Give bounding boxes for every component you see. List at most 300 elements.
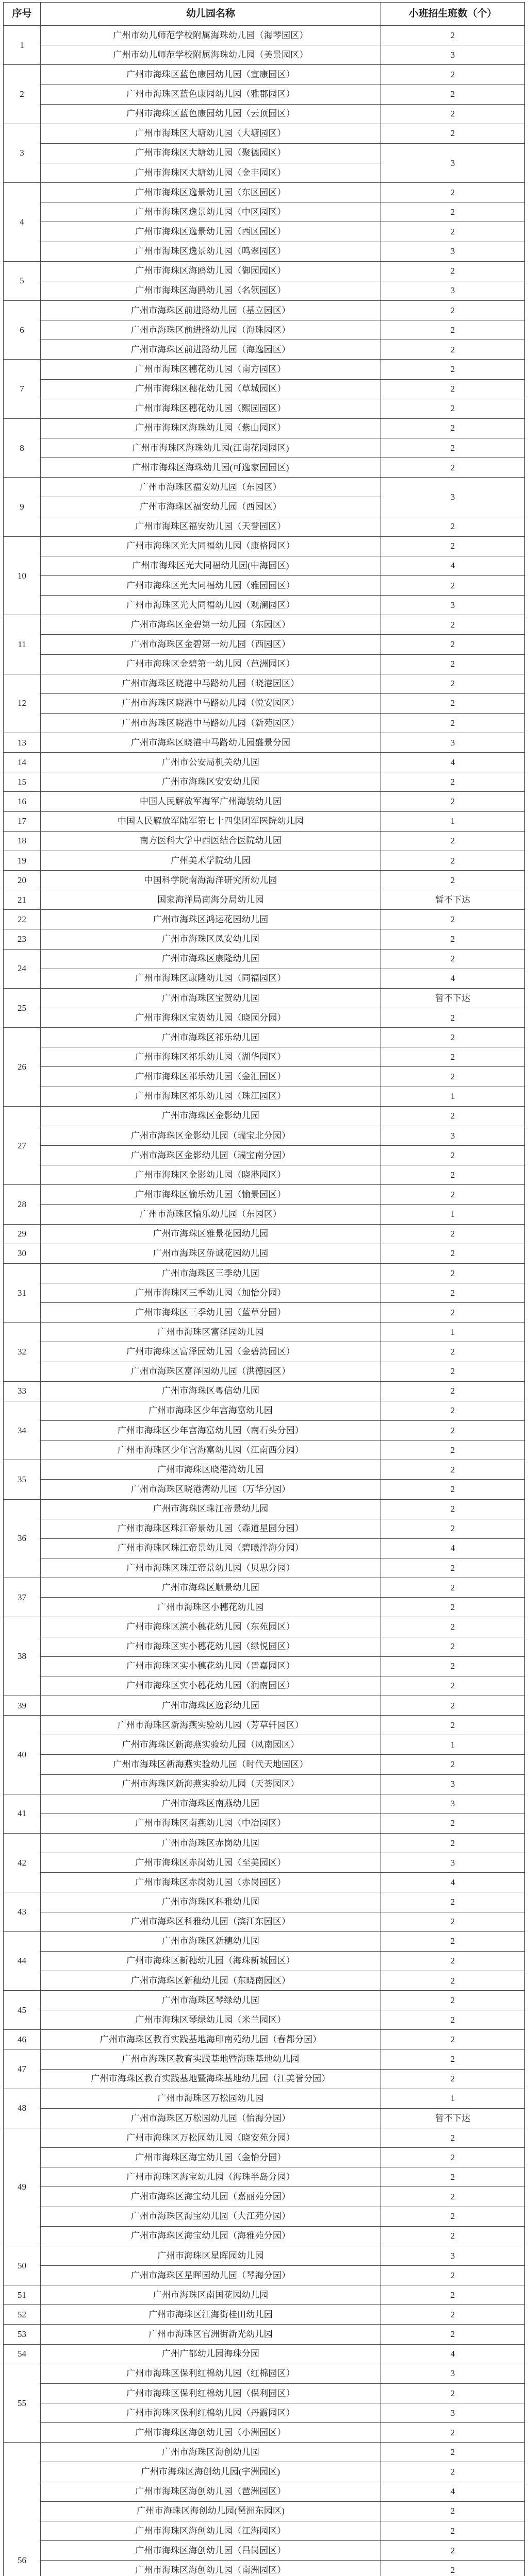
serial-number-cell: 32 xyxy=(4,1323,41,1381)
table-row xyxy=(4,929,525,949)
class-count-cell: 2 xyxy=(381,379,525,399)
kindergarten-name-cell: 广州市海珠区滨小穗花幼儿园（东苑园区） xyxy=(41,1617,381,1637)
class-count-cell: 2 xyxy=(381,2069,525,2089)
table-row xyxy=(4,2049,525,2069)
kindergarten-name-cell: 广州市海珠区逸彩幼儿园 xyxy=(41,1696,381,1715)
table-body xyxy=(4,26,525,2576)
kindergarten-name-cell: 广州市海珠区前进路幼儿园（海珠园区） xyxy=(41,320,381,340)
kindergarten-name-cell: 广州市海珠区光大同福幼儿园（雅园园区） xyxy=(41,575,381,595)
kindergarten-name-cell: 广州市海珠区少年宫海富幼儿园（南石头分园） xyxy=(41,1420,381,1440)
table-row xyxy=(4,1205,525,1224)
table-row xyxy=(4,2266,525,2285)
kindergarten-name-cell: 广州市海珠区教育实践基地暨海珠基地幼儿园（江美誉分园） xyxy=(41,2069,381,2089)
class-count-cell: 暂不下达 xyxy=(381,890,525,910)
kindergarten-name-cell: 广州广都幼儿园海珠分园 xyxy=(41,2344,381,2364)
class-count-cell: 3 xyxy=(381,1774,525,1794)
class-count-cell: 2 xyxy=(381,575,525,595)
kindergarten-name-cell: 广州市海珠区祁乐幼儿园 xyxy=(41,1028,381,1047)
kindergarten-name-cell: 广州市海珠区福安幼儿园（西园区） xyxy=(41,497,381,517)
kindergarten-name-cell: 广州市海珠区南国花园幼儿园 xyxy=(41,2285,381,2305)
table-row xyxy=(4,1028,525,1047)
class-count-cell: 2 xyxy=(381,1028,525,1047)
class-count-cell: 2 xyxy=(381,1047,525,1067)
class-count-cell: 2 xyxy=(381,1558,525,1578)
kindergarten-name-cell: 广州市幼儿师范学校附属海珠幼儿园（美景园区） xyxy=(41,45,381,65)
kindergarten-name-cell: 广州市海珠区大塘幼儿园（金丰园区） xyxy=(41,163,381,182)
table-row xyxy=(4,1735,525,1755)
class-count-cell: 4 xyxy=(381,969,525,988)
class-count-cell: 2 xyxy=(381,399,525,418)
kindergarten-name-cell: 广州市海珠区光大同福幼儿园（康格园区） xyxy=(41,536,381,556)
table-row xyxy=(4,2501,525,2521)
class-count-cell: 2 xyxy=(381,2167,525,2187)
class-count-cell: 2 xyxy=(381,2187,525,2207)
class-count-cell: 2 xyxy=(381,1440,525,1460)
table-row xyxy=(4,1716,525,1735)
class-count-cell: 4 xyxy=(381,753,525,772)
serial-number-cell: 8 xyxy=(4,418,41,477)
class-count-cell: 暂不下达 xyxy=(381,2108,525,2128)
kindergarten-name-cell: 广州市海珠区大塘幼儿园（聚德园区） xyxy=(41,143,381,163)
table-row xyxy=(4,575,525,595)
class-count-cell: 2 xyxy=(381,26,525,45)
table-row xyxy=(4,1460,525,1480)
kindergarten-name-cell: 广州市海珠区逸景幼儿园（中区园区） xyxy=(41,202,381,222)
class-count-cell: 2 xyxy=(381,360,525,379)
class-count-cell: 2 xyxy=(381,183,525,202)
class-count-cell: 2 xyxy=(381,2226,525,2246)
table-row xyxy=(4,1696,525,1715)
class-count-cell: 2 xyxy=(381,2443,525,2462)
kindergarten-name-cell: 广州市海珠区海珠幼儿园(江南花园园区) xyxy=(41,438,381,457)
kindergarten-name-cell: 广州市海珠区金碧第一幼儿园（芭洲园区） xyxy=(41,654,381,674)
class-count-cell: 2 xyxy=(381,1656,525,1676)
kindergarten-name-cell: 广州市海珠区宝贺幼儿园 xyxy=(41,988,381,1008)
table-row xyxy=(4,811,525,831)
kindergarten-name-cell: 中国人民解放军海军广州海装幼儿园 xyxy=(41,792,381,811)
table-row xyxy=(4,1283,525,1303)
kindergarten-name-cell: 广州市海珠区南燕幼儿园 xyxy=(41,1794,381,1814)
class-count-cell: 1 xyxy=(381,1087,525,1106)
kindergarten-name-cell: 广州市海珠区教育实践基地海印南苑幼儿园（春都分园） xyxy=(41,2030,381,2049)
class-count-cell: 2 xyxy=(381,517,525,536)
class-count-cell: 2 xyxy=(381,1106,525,1126)
kindergarten-name-cell: 广州市海珠区琴绿幼儿园 xyxy=(41,1991,381,2010)
kindergarten-name-cell: 广州市海珠区珠江帝景幼儿园 xyxy=(41,1499,381,1519)
kindergarten-name-cell: 国家海洋局南海分局幼儿园 xyxy=(41,890,381,910)
kindergarten-name-cell: 广州市海珠区晓港中马路幼儿园（新苑园区） xyxy=(41,713,381,733)
class-count-cell: 2 xyxy=(381,84,525,104)
kindergarten-name-cell: 广州市海珠区金影幼儿园（瑞宝南分园） xyxy=(41,1146,381,1165)
class-count-cell: 2 xyxy=(381,674,525,693)
kindergarten-name-cell: 广州市海珠区鸿运花园幼儿园 xyxy=(41,910,381,929)
table-row xyxy=(4,438,525,457)
serial-number-cell: 42 xyxy=(4,1833,41,1892)
table-row xyxy=(4,1951,525,1971)
table-row xyxy=(4,792,525,811)
serial-number-cell: 55 xyxy=(4,2364,41,2443)
table-row xyxy=(4,871,525,890)
serial-number-cell: 34 xyxy=(4,1401,41,1460)
serial-number-cell: 56 xyxy=(4,2443,41,2576)
table-row xyxy=(4,2325,525,2344)
class-count-cell: 2 xyxy=(381,1067,525,1087)
kindergarten-name-cell: 广州市海珠区教育实践基地暨海珠基地幼儿园 xyxy=(41,2049,381,2069)
kindergarten-name-cell: 广州市海珠区海鸥幼儿园（御园园区） xyxy=(41,261,381,281)
serial-number-cell: 22 xyxy=(4,910,41,929)
table-row xyxy=(4,2364,525,2383)
kindergarten-name-cell: 广州市海珠区晓港中马路幼儿园盛景分园 xyxy=(41,733,381,753)
serial-number-cell: 20 xyxy=(4,871,41,890)
table-row xyxy=(4,949,525,969)
table-row xyxy=(4,1598,525,1617)
table-row xyxy=(4,1323,525,1342)
table-row xyxy=(4,1185,525,1205)
class-count-cell: 2 xyxy=(381,222,525,242)
kindergarten-name-cell: 广州市海珠区雅景花园幼儿园 xyxy=(41,1224,381,1244)
kindergarten-name-cell: 广州市海珠区安安幼儿园 xyxy=(41,772,381,792)
kindergarten-name-cell: 广州市海珠区万松园幼儿园 xyxy=(41,2089,381,2108)
table-row xyxy=(4,183,525,202)
kindergarten-name-cell: 广州市海珠区赤岗幼儿园（至美园区） xyxy=(41,1853,381,1873)
class-count-cell: 3 xyxy=(381,1126,525,1145)
serial-number-cell: 15 xyxy=(4,772,41,792)
class-count-cell: 2 xyxy=(381,2501,525,2521)
serial-number-cell: 16 xyxy=(4,792,41,811)
table-row xyxy=(4,969,525,988)
table-row xyxy=(4,84,525,104)
kindergarten-name-cell: 广州市海珠区晓港湾幼儿园（万华分园） xyxy=(41,1480,381,1499)
serial-number-cell: 37 xyxy=(4,1578,41,1617)
kindergarten-name-cell: 广州市海珠区富泽园幼儿园（金碧湾园区） xyxy=(41,1342,381,1362)
kindergarten-name-cell: 广州市海珠区新穗幼儿园 xyxy=(41,1931,381,1951)
class-count-cell: 4 xyxy=(381,556,525,575)
kindergarten-name-cell: 广州市海珠区海珠幼儿园(可逸家园园区) xyxy=(41,458,381,478)
kindergarten-name-cell: 广州市海珠区逸景幼儿园（东区园区） xyxy=(41,183,381,202)
serial-number-cell: 1 xyxy=(4,26,41,65)
class-count-cell: 2 xyxy=(381,320,525,340)
table-row xyxy=(4,418,525,438)
table-row xyxy=(4,2344,525,2364)
class-count-cell: 1 xyxy=(381,811,525,831)
serial-number-cell: 30 xyxy=(4,1244,41,1263)
kindergarten-name-cell: 广州市海珠区三季幼儿园（加怡分园） xyxy=(41,1283,381,1303)
kindergarten-name-cell: 广州市海珠区海创幼儿园（南洲园区） xyxy=(41,2561,381,2576)
table-row xyxy=(4,65,525,84)
kindergarten-name-cell: 广州市海珠区蓝色康园幼儿园（云顶园区） xyxy=(41,104,381,124)
class-count-cell: 2 xyxy=(381,1165,525,1185)
class-count-cell: 4 xyxy=(381,1873,525,1892)
serial-number-cell: 36 xyxy=(4,1499,41,1578)
serial-number-cell: 35 xyxy=(4,1460,41,1499)
class-count-cell: 2 xyxy=(381,2462,525,2482)
kindergarten-name-cell: 广州市海珠区穗花幼儿园（南方园区） xyxy=(41,360,381,379)
class-count-cell: 2 xyxy=(381,1480,525,1499)
serial-number-cell: 44 xyxy=(4,1931,41,1990)
kindergarten-name-cell: 广州市海珠区万松园幼儿园（怡海分园） xyxy=(41,2108,381,2128)
serial-number-cell: 29 xyxy=(4,1224,41,1244)
class-count-cell: 2 xyxy=(381,1185,525,1205)
class-count-cell: 2 xyxy=(381,340,525,360)
class-count-cell: 2 xyxy=(381,104,525,124)
class-count-cell: 3 xyxy=(381,478,525,517)
table-row xyxy=(4,1931,525,1951)
kindergarten-name-cell: 广州市海珠区康隆幼儿园（同福园区） xyxy=(41,969,381,988)
kindergarten-name-cell: 广州市海珠区穗花幼儿园（草城园区） xyxy=(41,379,381,399)
kindergarten-name-cell: 广州市海珠区少年宫海富幼儿园（江南西分园） xyxy=(41,1440,381,1460)
class-count-cell: 2 xyxy=(381,2128,525,2148)
table-row xyxy=(4,851,525,870)
class-count-cell: 2 xyxy=(381,1716,525,1735)
class-count-cell: 2 xyxy=(381,1676,525,1696)
class-count-cell: 3 xyxy=(381,1794,525,1814)
kindergarten-name-cell: 广州市海珠区官洲街新光幼儿园 xyxy=(41,2325,381,2344)
class-count-cell: 2 xyxy=(381,2010,525,2030)
table-row xyxy=(4,2207,525,2226)
table-row xyxy=(4,1480,525,1499)
class-count-cell: 2 xyxy=(381,1755,525,1774)
kindergarten-name-cell: 广州市海珠区晓港中马路幼儿园（晓港园区） xyxy=(41,674,381,693)
header-serial-number: 序号 xyxy=(4,3,41,26)
table-row xyxy=(4,988,525,1008)
kindergarten-name-cell: 广州市海珠区康隆幼儿园 xyxy=(41,949,381,969)
serial-number-cell: 33 xyxy=(4,1381,41,1401)
kindergarten-name-cell: 广州市海珠区金碧第一幼儿园（西园区） xyxy=(41,635,381,654)
class-count-cell: 2 xyxy=(381,2561,525,2576)
table-row xyxy=(4,1362,525,1381)
class-count-cell: 2 xyxy=(381,635,525,654)
kindergarten-name-cell: 广州市海珠区晓港湾幼儿园 xyxy=(41,1460,381,1480)
class-count-cell: 2 xyxy=(381,615,525,635)
class-count-cell: 2 xyxy=(381,831,525,851)
table-header-row xyxy=(4,3,525,26)
table-row xyxy=(4,2167,525,2187)
table-row xyxy=(4,1067,525,1087)
kindergarten-name-cell: 广州市海珠区愉乐幼儿园（愉景园区） xyxy=(41,1185,381,1205)
kindergarten-name-cell: 广州市海珠区大塘幼儿园（大塘园区） xyxy=(41,124,381,143)
table-row xyxy=(4,1381,525,1401)
kindergarten-name-cell: 广州市海珠区珠江帝景幼儿园（贝思分园） xyxy=(41,1558,381,1578)
serial-number-cell: 12 xyxy=(4,674,41,733)
serial-number-cell: 43 xyxy=(4,1892,41,1931)
kindergarten-name-cell: 广州市海珠区保利红棉幼儿园（丹霞园区） xyxy=(41,2403,381,2423)
kindergarten-name-cell: 广州市海珠区前进路幼儿园（海逸园区） xyxy=(41,340,381,360)
table-row xyxy=(4,1991,525,2010)
table-row xyxy=(4,2187,525,2207)
serial-number-cell: 51 xyxy=(4,2285,41,2305)
serial-number-cell: 17 xyxy=(4,811,41,831)
kindergarten-name-cell: 广州市海珠区逸景幼儿园（西区园区） xyxy=(41,222,381,242)
serial-number-cell: 53 xyxy=(4,2325,41,2344)
class-count-cell: 2 xyxy=(381,2030,525,2049)
kindergarten-name-cell: 广州市海珠区赤岗幼儿园（赤岗园区） xyxy=(41,1873,381,1892)
class-count-cell: 2 xyxy=(381,1951,525,1971)
table-row xyxy=(4,1342,525,1362)
serial-number-cell: 47 xyxy=(4,2049,41,2089)
table-row xyxy=(4,2305,525,2325)
kindergarten-name-cell: 广州市海珠区粤信幼儿园 xyxy=(41,1381,381,1401)
table-row xyxy=(4,1106,525,1126)
table-row xyxy=(4,458,525,478)
table-row xyxy=(4,1087,525,1106)
kindergarten-name-cell: 广州市海珠区金影幼儿园 xyxy=(41,1106,381,1126)
table-row xyxy=(4,536,525,556)
class-count-cell: 2 xyxy=(381,65,525,84)
table-row xyxy=(4,1047,525,1067)
kindergarten-name-cell: 广州市海珠区海创幼儿园（琶洲园区） xyxy=(41,2482,381,2501)
kindergarten-name-cell: 广州市海珠区赤岗幼儿园 xyxy=(41,1833,381,1853)
kindergarten-name-cell: 广州市海珠区实小穗花幼儿园（晋嘉园区） xyxy=(41,1656,381,1676)
class-count-cell: 3 xyxy=(381,1853,525,1873)
kindergarten-name-cell: 广州市海珠区新穗幼儿园（海珠新城园区） xyxy=(41,1951,381,1971)
class-count-cell: 2 xyxy=(381,1696,525,1715)
serial-number-cell: 21 xyxy=(4,890,41,910)
table-row xyxy=(4,360,525,379)
class-count-cell: 2 xyxy=(381,792,525,811)
class-count-cell: 2 xyxy=(381,1892,525,1912)
table-row xyxy=(4,1519,525,1538)
class-count-cell: 2 xyxy=(381,124,525,143)
serial-number-cell: 13 xyxy=(4,733,41,753)
class-count-cell: 2 xyxy=(381,910,525,929)
table-row xyxy=(4,26,525,45)
class-count-cell: 2 xyxy=(381,772,525,792)
class-count-cell: 2 xyxy=(381,438,525,457)
kindergarten-name-cell: 广州市公安局机关幼儿园 xyxy=(41,753,381,772)
kindergarten-name-cell: 广州市海珠区海珠幼儿园（紫山园区） xyxy=(41,418,381,438)
class-count-cell: 2 xyxy=(381,693,525,713)
kindergarten-name-cell: 中国人民解放军陆军第七十四集团军医院幼儿园 xyxy=(41,811,381,831)
table-row xyxy=(4,2148,525,2167)
kindergarten-name-cell: 广州市海珠区保利红棉幼儿园（红棉园区） xyxy=(41,2364,381,2383)
kindergarten-name-cell: 广州市海珠区珠江帝景幼儿园（森道星园分园） xyxy=(41,1519,381,1538)
class-count-cell: 2 xyxy=(381,300,525,320)
table-row xyxy=(4,556,525,575)
table-row xyxy=(4,2443,525,2462)
kindergarten-name-cell: 广州市海珠区海宝幼儿园（金怡分园） xyxy=(41,2148,381,2167)
class-count-cell: 2 xyxy=(381,1008,525,1028)
serial-number-cell: 25 xyxy=(4,988,41,1027)
table-row xyxy=(4,1656,525,1676)
class-count-cell: 1 xyxy=(381,1205,525,1224)
serial-number-cell: 23 xyxy=(4,929,41,949)
class-count-cell: 2 xyxy=(381,418,525,438)
class-count-cell: 4 xyxy=(381,1538,525,1558)
table-row xyxy=(4,2030,525,2049)
kindergarten-name-cell: 广州市海珠区海鸥幼儿园（名领园区） xyxy=(41,281,381,300)
kindergarten-name-cell: 广州市海珠区福安幼儿园（东园区） xyxy=(41,478,381,497)
serial-number-cell: 38 xyxy=(4,1617,41,1696)
kindergarten-enrollment-table xyxy=(3,2,525,2576)
table-row xyxy=(4,1794,525,1814)
class-count-cell: 2 xyxy=(381,2521,525,2540)
class-count-cell: 2 xyxy=(381,2207,525,2226)
class-count-cell: 4 xyxy=(381,2482,525,2501)
kindergarten-name-cell: 广州市海珠区实小穗花幼儿园（绿悦园区） xyxy=(41,1637,381,1656)
table-row xyxy=(4,596,525,615)
serial-number-cell: 5 xyxy=(4,261,41,300)
class-count-cell: 2 xyxy=(381,1401,525,1420)
serial-number-cell: 45 xyxy=(4,1991,41,2030)
kindergarten-name-cell: 广州市海珠区科雅幼儿园（滨江东园区） xyxy=(41,1912,381,1931)
table-row xyxy=(4,104,525,124)
class-count-cell: 2 xyxy=(381,261,525,281)
kindergarten-name-cell: 广州市海珠区顺景幼儿园 xyxy=(41,1578,381,1598)
table-row xyxy=(4,1558,525,1578)
class-count-cell: 2 xyxy=(381,1991,525,2010)
class-count-cell: 2 xyxy=(381,1499,525,1519)
table-row xyxy=(4,379,525,399)
class-count-cell: 1 xyxy=(381,1735,525,1755)
class-count-cell: 3 xyxy=(381,45,525,65)
table-row xyxy=(4,222,525,242)
serial-number-cell: 28 xyxy=(4,1185,41,1224)
kindergarten-name-cell: 广州市海珠区光大同福幼儿园（观澜园区） xyxy=(41,596,381,615)
serial-number-cell: 41 xyxy=(4,1794,41,1833)
table-row xyxy=(4,261,525,281)
class-count-cell: 2 xyxy=(381,2541,525,2561)
class-count-cell: 2 xyxy=(381,2423,525,2443)
kindergarten-name-cell: 广州市海珠区侨诚花园幼儿园 xyxy=(41,1244,381,1263)
table-row xyxy=(4,1774,525,1794)
kindergarten-name-cell: 广州市海珠区金碧第一幼儿园（东园区） xyxy=(41,615,381,635)
class-count-cell: 3 xyxy=(381,596,525,615)
table-row xyxy=(4,2128,525,2148)
serial-number-cell: 3 xyxy=(4,124,41,182)
table-row xyxy=(4,1244,525,1263)
table-row xyxy=(4,1440,525,1460)
kindergarten-name-cell: 广州市海珠区富泽园幼儿园（洪德园区） xyxy=(41,1362,381,1381)
table-row xyxy=(4,2010,525,2030)
class-count-cell: 2 xyxy=(381,1971,525,1990)
class-count-cell: 3 xyxy=(381,2246,525,2265)
table-row xyxy=(4,399,525,418)
class-count-cell: 3 xyxy=(381,242,525,261)
kindergarten-name-cell: 广州市海珠区江海街桂田幼儿园 xyxy=(41,2305,381,2325)
kindergarten-name-cell: 广州市海珠区富泽园幼儿园 xyxy=(41,1323,381,1342)
table-row xyxy=(4,2226,525,2246)
class-count-cell: 3 xyxy=(381,733,525,753)
serial-number-cell: 39 xyxy=(4,1696,41,1715)
table-row xyxy=(4,1637,525,1656)
class-count-cell: 1 xyxy=(381,2089,525,2108)
table-row xyxy=(4,1912,525,1931)
table-row xyxy=(4,1499,525,1519)
class-count-cell: 2 xyxy=(381,1283,525,1303)
class-count-cell: 2 xyxy=(381,2049,525,2069)
header-class-count: 小班招生班数（个） xyxy=(381,3,525,26)
kindergarten-name-cell: 广州市海珠区穗花幼儿园（熙园园区） xyxy=(41,399,381,418)
kindergarten-name-cell: 广州市海珠区珠江帝景幼儿园（碧曦泮海分园） xyxy=(41,1538,381,1558)
kindergarten-name-cell: 广州市海珠区凤安幼儿园 xyxy=(41,929,381,949)
serial-number-cell: 26 xyxy=(4,1028,41,1107)
table-row xyxy=(4,2403,525,2423)
class-count-cell: 2 xyxy=(381,871,525,890)
table-row xyxy=(4,1853,525,1873)
table-row xyxy=(4,1126,525,1145)
kindergarten-name-cell: 广州市海珠区海宝幼儿园（大江苑分园） xyxy=(41,2207,381,2226)
header-kindergarten-name: 幼儿园名称 xyxy=(41,3,381,26)
kindergarten-name-cell: 广州市海珠区小穗花幼儿园 xyxy=(41,1598,381,1617)
kindergarten-name-cell: 广州市海珠区实小穗花幼儿园（润南园区） xyxy=(41,1676,381,1696)
serial-number-cell: 18 xyxy=(4,831,41,851)
kindergarten-name-cell: 广州市海珠区金影幼儿园（晓港园区） xyxy=(41,1165,381,1185)
table-row xyxy=(4,1617,525,1637)
table-row xyxy=(4,1971,525,1990)
serial-number-cell: 9 xyxy=(4,478,41,536)
class-count-cell: 2 xyxy=(381,2305,525,2325)
kindergarten-name-cell: 广州市海珠区祁乐幼儿园（湖华园区） xyxy=(41,1047,381,1067)
